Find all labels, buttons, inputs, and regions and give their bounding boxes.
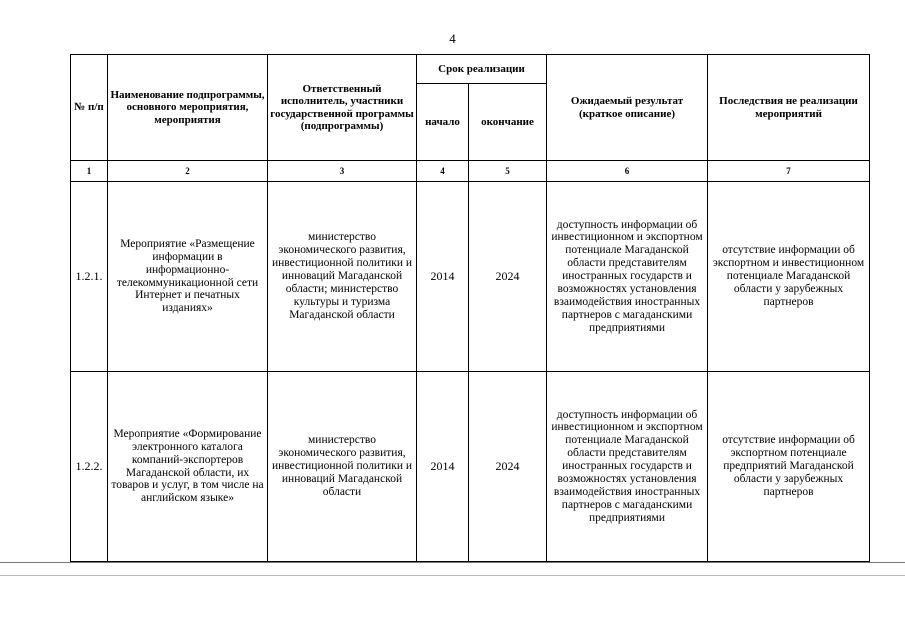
column-number-row [71,161,870,182]
header-name: Наименование подпрограммы, основного мероприятия, мероприятия [108,55,268,161]
expected-result: доступность информации об инвестиционном и экспортном потенциале Магаданской области представителям иностранных государств и возможностях установления взаимодействия иностранных партнеров с магаданскими предприятиями [547,182,708,372]
consequences: отсутствие информации об экспортном потенциале предприятий Магаданской области у зарубежных партнеров [708,372,870,562]
table-row [71,182,870,372]
header-row [71,55,870,84]
consequences: отсутствие информации об экспортном и инвестиционном потенциале Магаданской области у зарубежных партнеров [708,182,870,372]
column-number: 3 [268,161,417,182]
executor: министерство экономического развития, инвестиционной политики и инноваций Магаданской области [268,372,417,562]
column-number: 6 [547,161,708,182]
column-number: 2 [108,161,268,182]
row-number: 1.2.1. [71,182,108,372]
row-number: 1.2.2. [71,372,108,562]
expected-result: доступность информации об инвестиционном и экспортном потенциале Магаданской области представителям иностранных государств и возможностях установления взаимодействия иностранных партнеров с магаданскими предприятиями [547,372,708,562]
header-result: Ожидаемый результат (краткое описание) [547,55,708,161]
end-year: 2024 [469,182,547,372]
column-number: 4 [417,161,469,182]
measure-name: Мероприятие «Размещение информации в информационно-телекоммуникационной сети Интернет и печатных изданиях» [108,182,268,372]
start-year: 2014 [417,182,469,372]
header-end: окончание [469,84,547,161]
column-number: 5 [469,161,547,182]
header-num: № п/п [71,55,108,161]
measure-name: Мероприятие «Формирование электронного каталога компаний-экспортеров Магаданской области, их товаров и услуг, в том числе на английском языке» [108,372,268,562]
column-number: 1 [71,161,108,182]
executor: министерство экономического развития, инвестиционной политики и инноваций Магаданской области; министерство культуры и туризма Магаданской области [268,182,417,372]
start-year: 2014 [417,372,469,562]
header-period: Срок реализации [417,55,547,84]
end-year: 2024 [469,372,547,562]
scan-edge-line [0,575,905,576]
scan-edge-line [0,562,905,563]
header-executor: Ответственный исполнитель, участники государственной программы (подпрограммы) [268,55,417,161]
header-start: начало [417,84,469,161]
header-consequences: Последствия не реализации мероприятий [708,55,870,161]
program-measures-table [70,54,870,562]
column-number: 7 [708,161,870,182]
page-number: 4 [449,31,456,46]
table-row [71,372,870,562]
